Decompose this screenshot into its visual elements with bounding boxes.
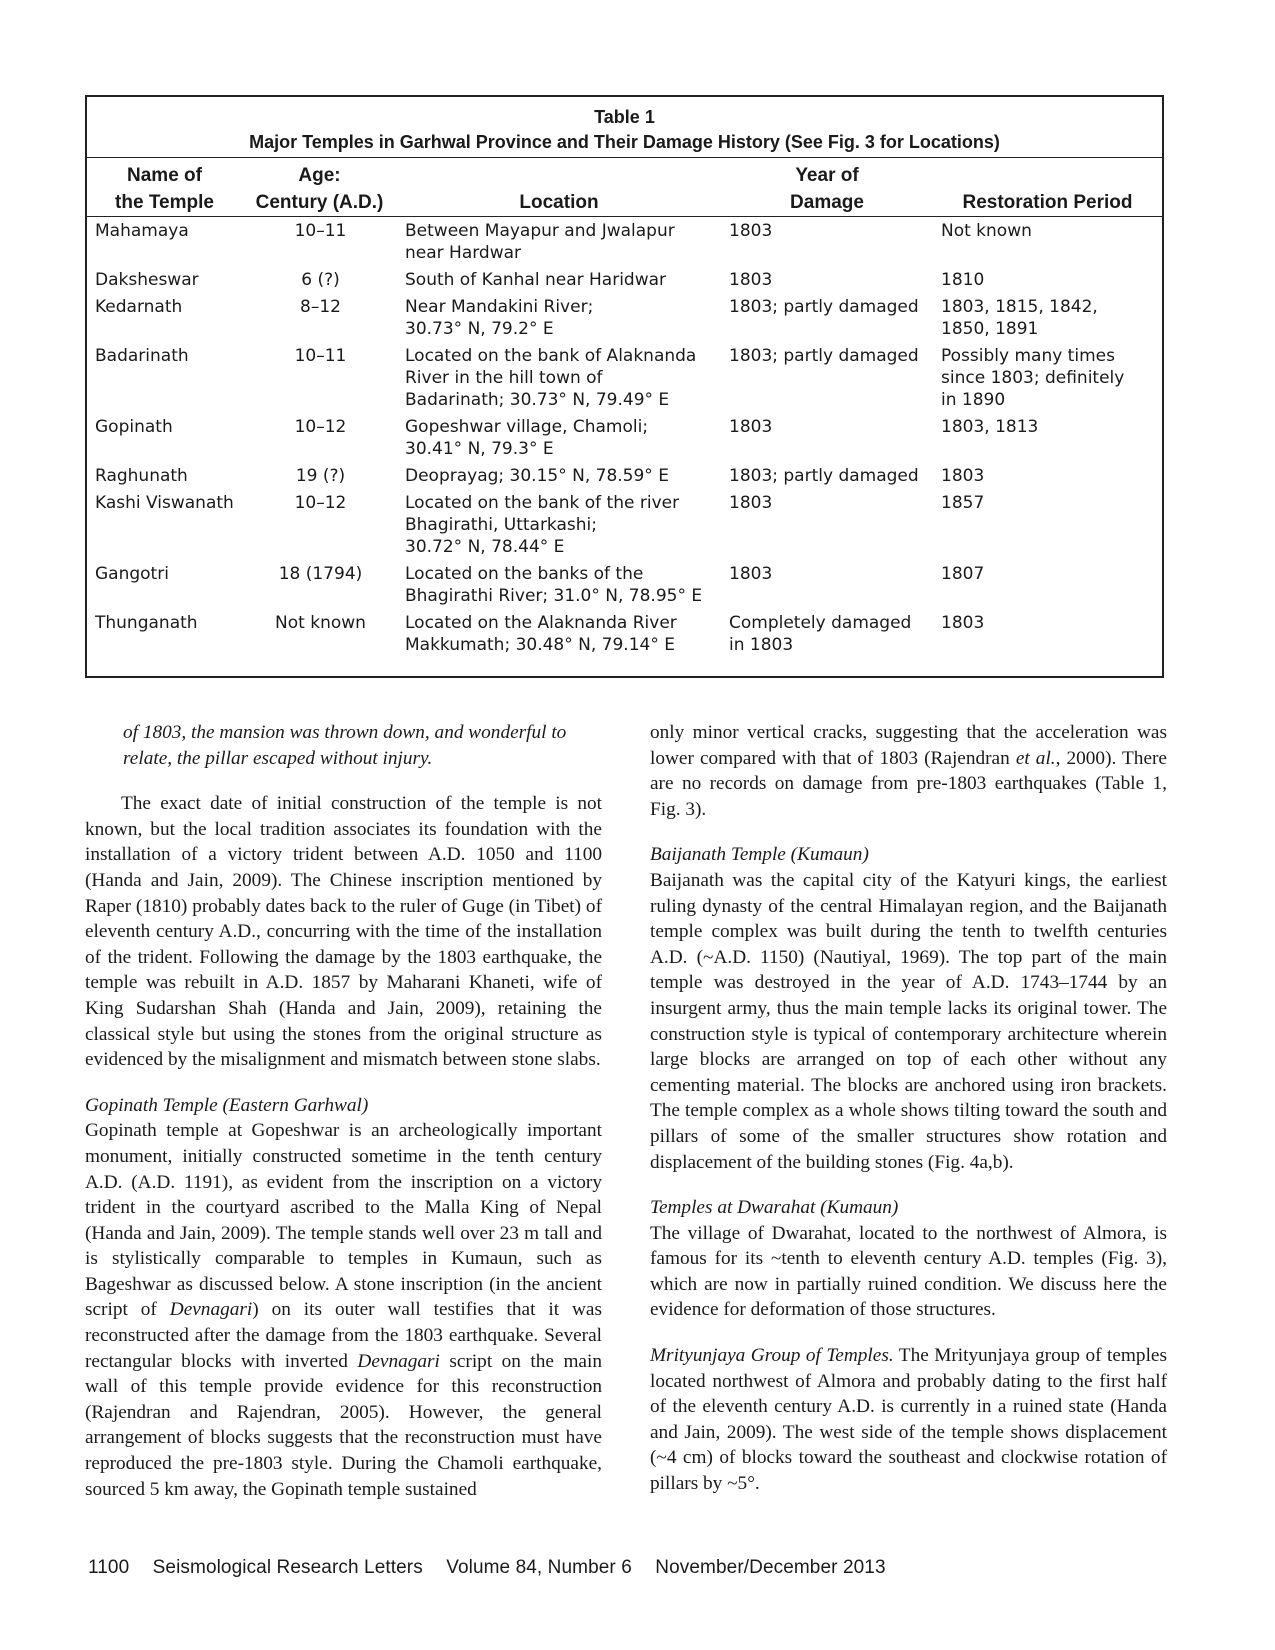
cell-name: Daksheswar	[95, 270, 199, 290]
cell-year: 1803	[729, 564, 773, 584]
cell-restoration: 1803	[941, 613, 985, 633]
cell-restoration: 1803, 1813	[941, 417, 1039, 437]
section-heading: Baijanath Temple (Kumaun)	[650, 844, 869, 866]
cell-age: 10–12	[294, 493, 347, 513]
paragraph: Gopinath temple at Gopeshwar is an archeologically important monument, initially constructed sometime in the tenth century A.D. (A.D. 1191), as evident from the inscription on a victory trident in the courtyard ascribed to the Malla King of Nepal (Handa and Jain, 2009). The temple stands well over 23 m tall and is stylistically comparable to temples in Kumaun, such as Bageshwar as discussed below. A stone inscription (in the ancient script of Devnagari) on its outer wall testifies that it was reconstructed after the damage from the 1803 earthquake. Several rectangular blocks with inverted Devnagari script on the main wall of this temple provide evidence for this reconstruction (Rajendran and Rajendran, 2005). However, the general arrangement of blocks suggests that the reconstruction must have reproduced the pre-1803 style. During the Chamoli earthquake, sourced 5 km away, the Gopinath temple sustained	[85, 1120, 602, 1500]
cell-age: 19 (?)	[295, 466, 346, 486]
page-number: 1100	[88, 1557, 130, 1578]
cell-name: Thunganath	[95, 613, 198, 633]
cell-age: 18 (1794)	[278, 564, 363, 584]
table-row	[87, 560, 1162, 609]
cell-year: 1803	[729, 221, 773, 241]
cell-restoration: 1803	[941, 466, 985, 486]
cell-name: Badarinath	[95, 346, 189, 366]
cell-year: 1803; partly damaged	[729, 346, 919, 366]
cell-age: 10–11	[294, 221, 347, 241]
cell-name: Mahamaya	[95, 221, 189, 241]
table-row	[87, 489, 1162, 560]
cell-location: Located on the bank of the river Bhagirathi, Uttarkashi; 30.72° N, 78.44° E	[405, 493, 680, 557]
header-age: Age: Century (A.D.)	[242, 158, 397, 217]
table-1	[85, 95, 1164, 678]
table-row	[87, 609, 1162, 658]
table-row	[87, 266, 1162, 293]
issue-date: November/December 2013	[655, 1557, 886, 1578]
cell-restoration: 1857	[941, 493, 985, 513]
section-heading: Gopinath Temple (Eastern Garhwal)	[85, 1094, 369, 1116]
cell-age: 8–12	[300, 297, 341, 317]
table-row	[87, 342, 1162, 413]
paragraph: only minor vertical cracks, suggesting that the acceleration was lower compared with that of 1803 (Rajendran et al., 2000). There are no records on damage from pre-1803 earthquakes (Table 1, Fig. 3).	[650, 722, 1167, 820]
cell-age: Not known	[275, 613, 366, 633]
header-restoration: Restoration Period	[933, 158, 1162, 217]
table-body	[87, 217, 1162, 659]
block-quote: of 1803, the mansion was thrown down, and wonderful to relate, the pillar escaped without injury.	[123, 722, 567, 769]
temples-table	[87, 158, 1162, 658]
journal-name: Seismological Research Letters	[152, 1557, 423, 1578]
cell-year: 1803	[729, 493, 773, 513]
table-header-row	[87, 158, 1162, 217]
table-label: Table 1	[594, 107, 655, 127]
cell-age: 10–11	[294, 346, 347, 366]
cell-location: Located on the banks of the Bhagirathi River; 31.0° N, 78.95° E	[405, 564, 703, 606]
paragraph: The exact date of initial construction of the temple is not known, but the local tradition associates its foundation with the installation of a victory trident between A.D. 1050 and 1100 (Handa and Jain, 2009). The Chinese inscription mentioned by Raper (1810) probably dates back to the ruler of Guge (in Tibet) of eleventh century A.D., concurring with the time of the installation of the trident. Following the damage by the 1803 earthquake, the temple was rebuilt in A.D. 1857 by Maharani Khaneti, wife of King Sudarshan Shah (Handa and Jain, 2009), retaining the classical style but using the stones from the original structure as evidenced by the misalignment and mismatch between stone slabs.	[85, 793, 602, 1071]
paragraph: Mrityunjaya Group of Temples. The Mrityunjaya group of temples located northwest of Almora and probably dating to the first half of the eleventh century A.D. is currently in a ruined state (Handa and Jain, 2009). The west side of the temple shows displacement (~4 cm) of blocks toward the southeast and clockwise rotation of pillars by ~5°.	[650, 1345, 1167, 1495]
cell-year: 1803; partly damaged	[729, 297, 919, 317]
left-column	[85, 720, 602, 1502]
cell-age: 10–12	[294, 417, 347, 437]
cell-restoration: 1807	[941, 564, 985, 584]
header-year: Year of Damage	[721, 158, 933, 217]
cell-location: Gopeshwar village, Chamoli; 30.41° N, 79.3° E	[405, 417, 649, 459]
cell-restoration: 1803, 1815, 1842, 1850, 1891	[941, 297, 1098, 339]
table-caption	[87, 97, 1162, 158]
table-row	[87, 413, 1162, 462]
header-location: Location	[397, 158, 721, 217]
cell-restoration: Possibly many times since 1803; definitely in 1890	[941, 346, 1125, 410]
cell-name: Gopinath	[95, 417, 173, 437]
runin-heading: Mrityunjaya Group of Temples.	[650, 1345, 894, 1367]
cell-year: 1803	[729, 270, 773, 290]
cell-location: Located on the Alaknanda River Makkumath; 30.48° N, 79.14° E	[405, 613, 677, 655]
cell-year: Completely damaged in 1803	[729, 613, 912, 655]
cell-location: South of Kanhal near Haridwar	[405, 270, 667, 290]
table-row	[87, 217, 1162, 267]
cell-age: 6 (?)	[301, 270, 340, 290]
cell-name: Kedarnath	[95, 297, 183, 317]
cell-location: Located on the bank of Alaknanda River in the hill town of Badarinath; 30.73° N, 79.49° E	[405, 346, 697, 410]
et-al: et al.	[1015, 747, 1056, 769]
cell-location: Deoprayag; 30.15° N, 78.59° E	[405, 466, 669, 486]
cell-year: 1803; partly damaged	[729, 466, 919, 486]
cell-name: Kashi Viswanath	[95, 493, 234, 513]
script-term: Devnagari	[169, 1299, 253, 1321]
table-title: Major Temples in Garhwal Province and Their Damage History (See Fig. 3 for Locations)	[249, 132, 1000, 152]
cell-location: Between Mayapur and Jwalapur near Hardwar	[405, 221, 675, 263]
header-name: Name of the Temple	[87, 158, 242, 217]
section-heading: Temples at Dwarahat (Kumaun)	[650, 1197, 899, 1219]
page-footer	[88, 1557, 904, 1579]
script-term: Devnagari	[357, 1350, 440, 1372]
right-column	[650, 720, 1167, 1497]
cell-year: 1803	[729, 417, 773, 437]
cell-restoration: Not known	[941, 221, 1032, 241]
table-row	[87, 462, 1162, 489]
journal-volume: Volume 84, Number 6	[446, 1557, 632, 1578]
cell-location: Near Mandakini River; 30.73° N, 79.2° E	[405, 297, 594, 339]
table-row	[87, 293, 1162, 342]
cell-name: Raghunath	[95, 466, 188, 486]
paragraph: The village of Dwarahat, located to the northwest of Almora, is famous for its ~tenth to eleventh century A.D. temples (Fig. 3), which are now in partially ruined condition. We discuss here the evidence for deformation of those structures.	[650, 1222, 1167, 1321]
paragraph: Baijanath was the capital city of the Katyuri kings, the earliest ruling dynasty of the central Himalayan region, and the Baijanath temple complex was built during the tenth to twelfth centuries A.D. (~A.D. 1150) (Nautiyal, 1969). The top part of the main temple was destroyed in the year of A.D. 1743–1744 by an insurgent army, thus the main temple lacks its original tower. The construction style is typical of contemporary architecture wherein large blocks are arranged on top of each other without any cementing material. The blocks are anchored using iron brackets. The temple complex as a whole shows tilting toward the south and pillars of some of the smaller structures show rotation and displacement of the building stones (Fig. 4a,b).	[650, 869, 1167, 1173]
cell-restoration: 1810	[941, 270, 985, 290]
cell-name: Gangotri	[95, 564, 169, 584]
